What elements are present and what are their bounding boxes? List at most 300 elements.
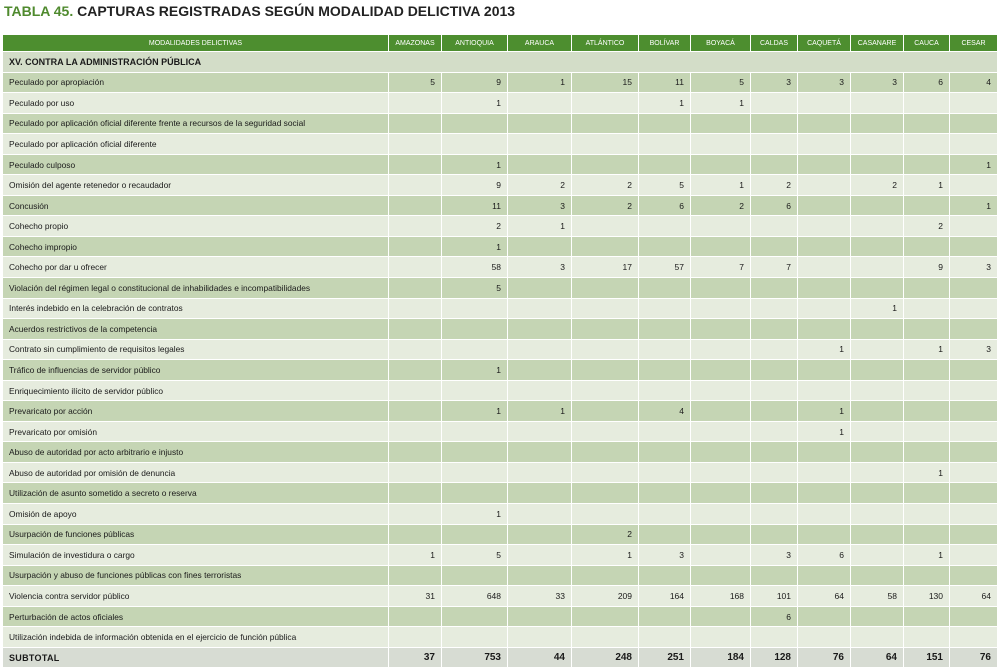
table-cell: 1	[442, 93, 508, 114]
table-row	[3, 483, 998, 504]
table-cell	[691, 565, 751, 586]
column-header-10: CAUCA	[904, 35, 950, 52]
table-cell	[798, 504, 851, 525]
table-cell	[389, 442, 442, 463]
subtotal-cell: 184	[691, 647, 751, 668]
table-cell: 6	[751, 606, 798, 627]
table-row	[3, 545, 998, 566]
table-cell	[691, 524, 751, 545]
table-cell	[950, 606, 998, 627]
column-header-7: CALDAS	[751, 35, 798, 52]
table-row	[3, 236, 998, 257]
table-cell	[639, 216, 691, 237]
table-cell	[572, 504, 639, 525]
table-cell	[904, 278, 950, 299]
table-cell: 7	[691, 257, 751, 278]
table-cell	[442, 483, 508, 504]
table-cell: 1	[798, 421, 851, 442]
table-row	[3, 442, 998, 463]
row-label: Peculado por aplicación oficial diferente	[3, 134, 389, 155]
table-cell	[950, 113, 998, 134]
subtotal-cell: 76	[798, 647, 851, 668]
table-cell	[904, 524, 950, 545]
column-header-4: ATLÁNTICO	[572, 35, 639, 52]
table-cell	[442, 627, 508, 648]
table-cell	[950, 134, 998, 155]
table-cell	[389, 339, 442, 360]
table-cell	[904, 319, 950, 340]
table-cell	[389, 524, 442, 545]
table-cell	[798, 278, 851, 299]
table-cell	[639, 483, 691, 504]
table-cell	[508, 134, 572, 155]
table-cell: 15	[572, 72, 639, 93]
table-cell	[508, 504, 572, 525]
table-cell	[798, 462, 851, 483]
table-cell: 5	[442, 278, 508, 299]
table-cell	[851, 93, 904, 114]
table-cell	[572, 236, 639, 257]
subtotal-cell: 76	[950, 647, 998, 668]
table-cell	[442, 524, 508, 545]
table-cell	[798, 380, 851, 401]
table-cell	[751, 380, 798, 401]
table-cell	[639, 524, 691, 545]
table-cell	[508, 606, 572, 627]
table-cell	[389, 298, 442, 319]
table-cell	[798, 216, 851, 237]
table-cell: 9	[442, 72, 508, 93]
table-cell: 7	[751, 257, 798, 278]
table-cell: 1	[904, 462, 950, 483]
table-cell	[950, 545, 998, 566]
table-cell	[751, 134, 798, 155]
table-cell: 164	[639, 586, 691, 607]
table-cell: 6	[904, 72, 950, 93]
table-cell	[904, 442, 950, 463]
table-cell	[798, 483, 851, 504]
table-number: TABLA 45.	[4, 3, 74, 19]
table-cell: 1	[904, 339, 950, 360]
table-cell	[904, 154, 950, 175]
table-cell: 3	[508, 257, 572, 278]
table-cell	[851, 236, 904, 257]
table-cell: 17	[572, 257, 639, 278]
table-cell	[389, 483, 442, 504]
table-cell	[751, 278, 798, 299]
table-cell	[851, 195, 904, 216]
table-cell: 130	[904, 586, 950, 607]
table-title-text: CAPTURAS REGISTRADAS SEGÚN MODALIDAD DELICTIVA 2013	[77, 3, 516, 19]
table-cell	[798, 524, 851, 545]
table-cell: 1	[508, 72, 572, 93]
table-cell: 1	[798, 339, 851, 360]
table-cell: 3	[851, 72, 904, 93]
table-cell	[798, 93, 851, 114]
table-cell: 2	[904, 216, 950, 237]
table-cell: 3	[950, 257, 998, 278]
table-cell: 2	[572, 524, 639, 545]
table-cell	[851, 606, 904, 627]
table-cell	[851, 360, 904, 381]
table-cell: 3	[508, 195, 572, 216]
table-cell	[798, 442, 851, 463]
table-cell	[851, 319, 904, 340]
table-cell	[691, 421, 751, 442]
table-cell: 1	[904, 545, 950, 566]
table-cell	[508, 462, 572, 483]
table-row	[3, 113, 998, 134]
column-header-8: CAQUETÁ	[798, 35, 851, 52]
table-cell	[691, 113, 751, 134]
table-cell	[851, 421, 904, 442]
row-label: Violación del régimen legal o constitucional de inhabilidades e incompatibilidades	[3, 278, 389, 299]
table-cell	[442, 442, 508, 463]
table-cell	[950, 319, 998, 340]
table-cell	[572, 360, 639, 381]
table-cell	[442, 319, 508, 340]
table-cell: 1	[572, 545, 639, 566]
table-cell	[904, 627, 950, 648]
table-cell	[508, 483, 572, 504]
table-cell: 1	[442, 236, 508, 257]
table-cell	[751, 339, 798, 360]
table-cell	[508, 421, 572, 442]
table-cell: 209	[572, 586, 639, 607]
row-label: Interés indebido en la celebración de contratos	[3, 298, 389, 319]
table-cell: 101	[751, 586, 798, 607]
table-cell	[751, 442, 798, 463]
table-cell	[639, 442, 691, 463]
section-title: XV. CONTRA LA ADMINISTRACIÓN PÚBLICA	[3, 52, 998, 73]
table-cell	[442, 606, 508, 627]
table-cell	[798, 360, 851, 381]
row-label: Perturbación de actos oficiales	[3, 606, 389, 627]
table-cell	[950, 421, 998, 442]
table-cell	[950, 175, 998, 196]
row-label: Cohecho propio	[3, 216, 389, 237]
table-cell: 1	[691, 175, 751, 196]
table-cell	[389, 565, 442, 586]
table-cell	[904, 565, 950, 586]
table-cell	[639, 462, 691, 483]
table-cell	[508, 319, 572, 340]
table-cell: 1	[442, 360, 508, 381]
table-cell	[508, 93, 572, 114]
table-cell	[904, 195, 950, 216]
table-cell	[508, 339, 572, 360]
table-cell: 33	[508, 586, 572, 607]
table-cell: 1	[442, 504, 508, 525]
table-cell: 1	[950, 195, 998, 216]
subtotal-cell: 37	[389, 647, 442, 668]
table-cell: 1	[798, 401, 851, 422]
table-cell	[751, 401, 798, 422]
table-cell: 2	[572, 175, 639, 196]
table-cell: 1	[904, 175, 950, 196]
table-cell	[751, 360, 798, 381]
table-cell	[851, 216, 904, 237]
table-cell	[950, 236, 998, 257]
table-cell	[904, 93, 950, 114]
row-label: Usurpación de funciones públicas	[3, 524, 389, 545]
subtotal-row	[3, 647, 998, 668]
table-cell	[572, 154, 639, 175]
table-cell	[904, 236, 950, 257]
row-label: Contrato sin cumplimiento de requisitos legales	[3, 339, 389, 360]
table-cell	[639, 236, 691, 257]
table-cell	[691, 339, 751, 360]
table-cell: 2	[851, 175, 904, 196]
subtotal-label: SUBTOTAL	[3, 647, 389, 668]
row-label: Utilización de asunto sometido a secreto o reserva	[3, 483, 389, 504]
table-cell	[639, 606, 691, 627]
table-cell: 2	[751, 175, 798, 196]
table-cell: 64	[798, 586, 851, 607]
table-cell	[950, 93, 998, 114]
table-cell	[904, 113, 950, 134]
table-cell	[389, 236, 442, 257]
table-cell: 6	[751, 195, 798, 216]
table-row	[3, 627, 998, 648]
table-cell	[950, 401, 998, 422]
table-cell	[798, 298, 851, 319]
table-cell	[389, 195, 442, 216]
table-cell	[639, 421, 691, 442]
table-cell	[691, 216, 751, 237]
row-label: Utilización indebida de información obtenida en el ejercicio de función pública	[3, 627, 389, 648]
table-cell	[691, 278, 751, 299]
column-header-6: BOYACÁ	[691, 35, 751, 52]
column-header-modalidades: MODALIDADES DELICTIVAS	[3, 35, 389, 52]
table-cell	[389, 278, 442, 299]
column-header-5: BOLÍVAR	[639, 35, 691, 52]
row-label: Peculado por uso	[3, 93, 389, 114]
table-cell: 2	[508, 175, 572, 196]
table-cell	[904, 504, 950, 525]
table-cell: 9	[442, 175, 508, 196]
table-cell	[851, 113, 904, 134]
table-row	[3, 421, 998, 442]
table-cell	[751, 627, 798, 648]
table-cell	[639, 565, 691, 586]
table-cell	[851, 565, 904, 586]
table-cell	[572, 93, 639, 114]
row-label: Peculado por aplicación oficial diferente frente a recursos de la seguridad social	[3, 113, 389, 134]
table-cell	[691, 134, 751, 155]
column-header-2: ANTIOQUIA	[442, 35, 508, 52]
row-label: Cohecho impropio	[3, 236, 389, 257]
table-cell	[691, 545, 751, 566]
table-cell	[639, 380, 691, 401]
table-row	[3, 216, 998, 237]
table-cell: 6	[798, 545, 851, 566]
table-cell	[389, 421, 442, 442]
table-cell	[851, 627, 904, 648]
table-cell: 64	[950, 586, 998, 607]
table-cell: 1	[389, 545, 442, 566]
table-cell	[751, 462, 798, 483]
table-cell	[798, 565, 851, 586]
table-cell	[691, 442, 751, 463]
table-cell: 31	[389, 586, 442, 607]
table-cell	[851, 483, 904, 504]
table-cell	[508, 113, 572, 134]
table-cell	[751, 504, 798, 525]
table-cell	[572, 298, 639, 319]
table-cell: 1	[851, 298, 904, 319]
table-cell	[950, 216, 998, 237]
table-cell	[691, 483, 751, 504]
table-cell	[691, 319, 751, 340]
table-cell	[389, 113, 442, 134]
table-cell	[751, 524, 798, 545]
table-cell: 11	[442, 195, 508, 216]
table-row	[3, 72, 998, 93]
table-cell	[751, 319, 798, 340]
row-label: Omisión de apoyo	[3, 504, 389, 525]
table-cell: 1	[639, 93, 691, 114]
table-cell	[508, 380, 572, 401]
section-row	[3, 52, 998, 73]
table-cell: 2	[572, 195, 639, 216]
table-cell	[442, 421, 508, 442]
table-cell	[639, 278, 691, 299]
table-cell: 1	[950, 154, 998, 175]
table-cell: 3	[639, 545, 691, 566]
table-cell	[950, 360, 998, 381]
table-cell	[572, 339, 639, 360]
subtotal-cell: 44	[508, 647, 572, 668]
table-cell	[691, 627, 751, 648]
table-cell	[508, 298, 572, 319]
subtotal-cell: 151	[904, 647, 950, 668]
table-cell	[389, 462, 442, 483]
table-cell	[389, 216, 442, 237]
table-cell: 168	[691, 586, 751, 607]
row-label: Prevaricato por acción	[3, 401, 389, 422]
table-cell	[389, 154, 442, 175]
table-cell: 1	[442, 401, 508, 422]
table-cell: 3	[798, 72, 851, 93]
table-cell	[639, 154, 691, 175]
table-cell: 1	[508, 401, 572, 422]
row-label: Cohecho por dar u ofrecer	[3, 257, 389, 278]
table-cell	[389, 175, 442, 196]
table-cell: 5	[389, 72, 442, 93]
table-cell	[904, 380, 950, 401]
row-label: Acuerdos restrictivos de la competencia	[3, 319, 389, 340]
table-cell	[639, 360, 691, 381]
table-cell	[751, 421, 798, 442]
table-cell	[442, 298, 508, 319]
table-cell	[950, 627, 998, 648]
table-cell	[950, 524, 998, 545]
table-cell	[639, 627, 691, 648]
table-row	[3, 298, 998, 319]
table-cell	[851, 380, 904, 401]
table-cell	[798, 257, 851, 278]
table-row	[3, 360, 998, 381]
row-label: Omisión del agente retenedor o recaudador	[3, 175, 389, 196]
table-cell	[751, 154, 798, 175]
row-label: Abuso de autoridad por omisión de denuncia	[3, 462, 389, 483]
table-row	[3, 565, 998, 586]
table-cell: 58	[851, 586, 904, 607]
table-cell	[851, 339, 904, 360]
row-label: Violencia contra servidor público	[3, 586, 389, 607]
table-cell: 57	[639, 257, 691, 278]
table-cell	[691, 606, 751, 627]
table-cell	[508, 442, 572, 463]
table-cell	[798, 134, 851, 155]
table-cell	[904, 298, 950, 319]
table-cell	[389, 360, 442, 381]
table-row	[3, 319, 998, 340]
header-row	[3, 35, 998, 52]
column-header-11: CESAR	[950, 35, 998, 52]
table-cell: 58	[442, 257, 508, 278]
table-row	[3, 504, 998, 525]
table-cell	[572, 216, 639, 237]
table-cell: 5	[639, 175, 691, 196]
table-cell: 1	[691, 93, 751, 114]
table-row	[3, 195, 998, 216]
table-cell	[851, 134, 904, 155]
table-cell	[508, 545, 572, 566]
table-cell	[442, 565, 508, 586]
table-cell	[798, 175, 851, 196]
table-cell	[751, 113, 798, 134]
table-cell: 3	[751, 72, 798, 93]
table-cell	[691, 154, 751, 175]
table-cell: 1	[442, 154, 508, 175]
table-cell	[798, 195, 851, 216]
table-row	[3, 175, 998, 196]
table-cell	[851, 401, 904, 422]
table-row	[3, 524, 998, 545]
table-cell	[798, 319, 851, 340]
row-label: Enriquecimiento ilícito de servidor público	[3, 380, 389, 401]
row-label: Tráfico de influencias de servidor público	[3, 360, 389, 381]
table-cell	[798, 113, 851, 134]
table-cell	[950, 504, 998, 525]
table-cell	[798, 627, 851, 648]
table-cell	[442, 113, 508, 134]
row-label: Concusión	[3, 195, 389, 216]
table-cell	[798, 154, 851, 175]
table-cell	[639, 298, 691, 319]
subtotal-cell: 64	[851, 647, 904, 668]
table-cell	[691, 401, 751, 422]
row-label: Peculado culposo	[3, 154, 389, 175]
table-cell	[508, 236, 572, 257]
table-cell	[389, 93, 442, 114]
table-cell: 5	[691, 72, 751, 93]
table-cell	[389, 504, 442, 525]
table-cell	[950, 442, 998, 463]
row-label: Prevaricato por omisión	[3, 421, 389, 442]
table-cell	[904, 483, 950, 504]
table-cell	[389, 401, 442, 422]
table-cell	[508, 360, 572, 381]
table-row	[3, 586, 998, 607]
table-cell	[691, 360, 751, 381]
table-cell	[851, 524, 904, 545]
table-cell	[572, 421, 639, 442]
column-header-3: ARAUCA	[508, 35, 572, 52]
table-row	[3, 278, 998, 299]
